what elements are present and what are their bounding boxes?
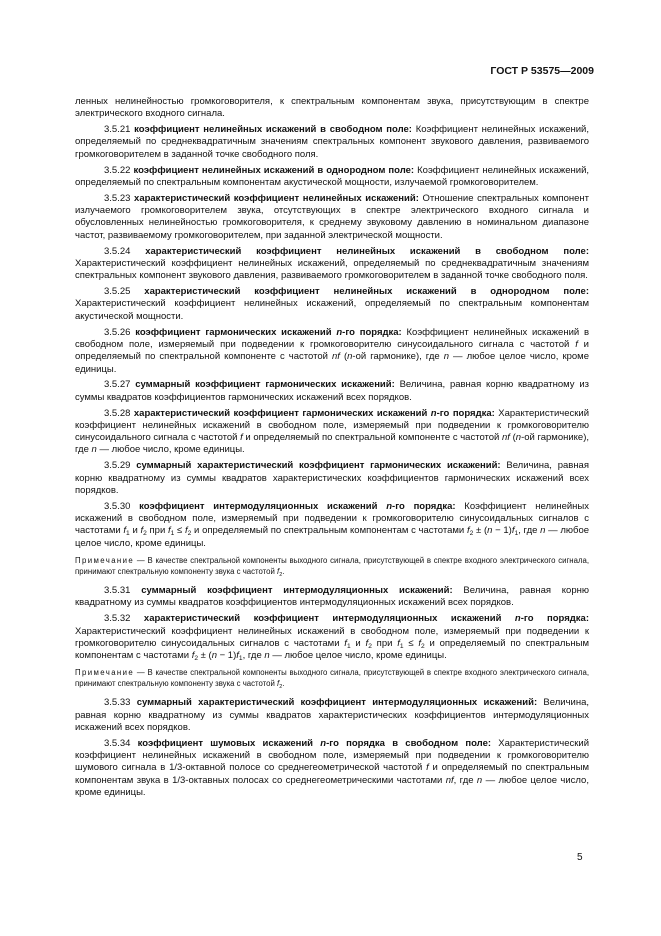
clause-number: 3.5.25 [104,286,131,298]
definition-text: Коэффициент нелинейных искажений, определяемый по среднеквадратичным значениям спектральных компонент звукового давления, развиваемого громкоговорителем в заданной точке свободного поля. [75,124,589,160]
clause-number: 3.5.32 [104,613,131,625]
clause-number: 3.5.23 [104,192,131,204]
definition-text: Величина, равная корню квадратному из суммы квадратов коэффициентов гармонических искажений всех порядков. [75,379,590,403]
note-1: Примечание — В качестве спектральной компоненты выходного сигнала, присутствующей в спектре входного электрического сигнала, принимают спектральную компоненту звука с частотой $f_2$. [75,556,589,579]
clause-number: 3.5.29 [104,460,131,472]
clause-number: 3.5.22 [104,164,131,176]
definition-3-5-30: 3.5.30 коэффициент интермодуляционных искажений n-го порядка: Коэффициент нелинейных искажений в свободном поле, измеряемый при подведении к громкоговорителю синусоидальных сигналов с частотами $f_1$ и $f_2$ при $f_1 \le f_2$ и определяемый по спектральным компонентам с частотами $f_2 \pm (n - 1)f_1$, где n — любое целое число, кроме единицы. [75,500,590,549]
term: коэффициент нелинейных искажений в свободном поле: [134,124,412,136]
definition-3-5-27 [75,379,589,404]
clause-number: 3.5.31 [104,585,131,597]
clause-number: 3.5.26 [104,326,131,338]
clause-number: 3.5.27 [104,379,131,391]
note-2: Примечание — В качестве спектральной компоненты выходного сигнала, присутствующей в спектре входного электрического сигнала, принимают спектральную компоненту звука с частотой $f_2$. [75,668,589,691]
clause-number: 3.5.33 [104,697,131,709]
definition-text: Характеристический коэффициент нелинейных искажений, определяемый по спектральным компонентам акустической мощности. [75,298,589,322]
term: характеристический коэффициент нелинейных искажений: [134,192,419,204]
term: коэффициент нелинейных искажений в однородном поле: [133,164,415,176]
note-label: Примечание [75,556,135,566]
definition-3-5-26: 3.5.26 коэффициент гармонических искажений n-го порядка: Коэффициент нелинейных искажений в свободном поле, измеряемый при подведении к громкоговорителю синусоидального сигнала с частотой f и определяемый по спектральной компоненте с частотой nf (n-ой гармонике), где n — любое целое число, кроме единицы. [75,326,589,375]
clause-number: 3.5.30 [104,500,131,512]
definition-3-5-28: 3.5.28 характеристический коэффициент гармонических искажений n-го порядка: Характеристический коэффициент нелинейных искажений в свободном поле, измеряемый при подведении к громкоговорителю синусоидального сигнала с частотой f и определяемый по спектральной компоненте с частотой nf (n-ой гармонике), где n — любое число, кроме единицы. [75,407,590,456]
term: коэффициент гармонических искажений n-го порядка: [135,326,402,338]
definition-3-5-29 [75,460,589,497]
clause-number: 3.5.21 [104,124,131,136]
definition-3-5-21 [75,124,589,161]
term: суммарный коэффициент интермодуляционных искажений: [141,585,453,597]
term: характеристический коэффициент гармонических искажений n-го порядка: [133,407,495,419]
term: коэффициент шумовых искажений n-го порядка в свободном поле: [137,737,492,749]
definition-text: Отношение спектральных компонент излучаемого громкоговорителем звука, отсутствующих в спектре электрического входного сигнала и обусловленных нелинейностью громкоговорителя, к среднему звуковому давлению в номинальном диапазоне частот, развиваемому громкоговорителем, при заданной электрической мощности. [75,192,590,241]
clause-number: 3.5.28 [104,407,131,419]
definition-text: Величина, равная корню квадратному из суммы квадратов характеристических коэффициентов гармонических искажений всех порядков. [75,460,589,496]
page-number: 5 [577,852,583,863]
definition-3-5-25 [75,286,589,323]
clause-number: 3.5.34 [104,737,131,749]
term: характеристический коэффициент интермодуляционных искажений n-го порядка: [143,613,590,625]
note-label: Примечание [75,668,135,678]
definition-3-5-22 [75,165,589,190]
definition-text: Величина, равная корню квадратному из суммы квадратов характеристических коэффициентов интермодуляционных искажений всех порядков. [75,697,590,733]
term: коэффициент интермодуляционных искажений n-го порядка: [139,500,456,512]
document-body [75,96,589,803]
term: суммарный характеристический коэффициент гармонических искажений: [136,460,501,472]
term: суммарный коэффициент гармонических искажений: [135,379,395,391]
clause-number: 3.5.24 [104,245,131,257]
definition-text: Коэффициент нелинейных искажений, определяемый по спектральным компонентам акустической мощности, излучаемой громкоговорителем. [75,164,590,188]
term: характеристический коэффициент нелинейных искажений в однородном поле: [144,286,590,298]
term: суммарный характеристический коэффициент интермодуляционных искажений: [136,697,538,709]
definition-3-5-34: 3.5.34 коэффициент шумовых искажений n-го порядка в свободном поле: Характеристический коэффициент нелинейных искажений в свободном поле, измеряемый при подведении к громкоговорителю шумового сигнала в 1/3-октавной полосе со среднегеометрической частотой f и определяемый по спектральным компонентам звука в 1/3-октавных полосах со среднегеометрическими частотами nf, где n — любое целое число, кроме единицы. [75,737,590,799]
definition-3-5-23 [75,193,589,242]
definition-3-5-31 [75,585,589,610]
definition-text: Характеристический коэффициент нелинейных искажений, определяемый по среднеквадратичным значениям спектральных компонент звукового давления, развиваемого громкоговорителем в заданной точке свободного поля. [75,257,589,282]
definition-3-5-24 [75,246,589,283]
definition-3-5-33 [75,697,589,734]
definition-text: Величина, равная корню квадратному из суммы квадратов коэффициентов интермодуляционных искажений всех порядков. [75,585,589,609]
intro-paragraph: ленных нелинейностью громкоговорителя, к спектральным компонентам звука, присутствующим в спектре электрического входного сигнала. [75,96,589,120]
standard-header: ГОСТ Р 53575—2009 [490,65,594,77]
term: характеристический коэффициент нелинейных искажений в свободном поле: [145,245,589,257]
definition-3-5-32: 3.5.32 характеристический коэффициент интермодуляционных искажений n-го порядка: Характеристический коэффициент нелинейных искажений в свободном поле, измеряемый при подведении к громкоговорителю синусоидальных сигналов с частотами $f_1$ и $f_2$ при $f_1 \le f_2$ и определяемый по спектральным компонентам с частотами $f_2 \pm (n - 1)f_1$, где n — любое целое число, кроме единицы. [75,613,590,663]
